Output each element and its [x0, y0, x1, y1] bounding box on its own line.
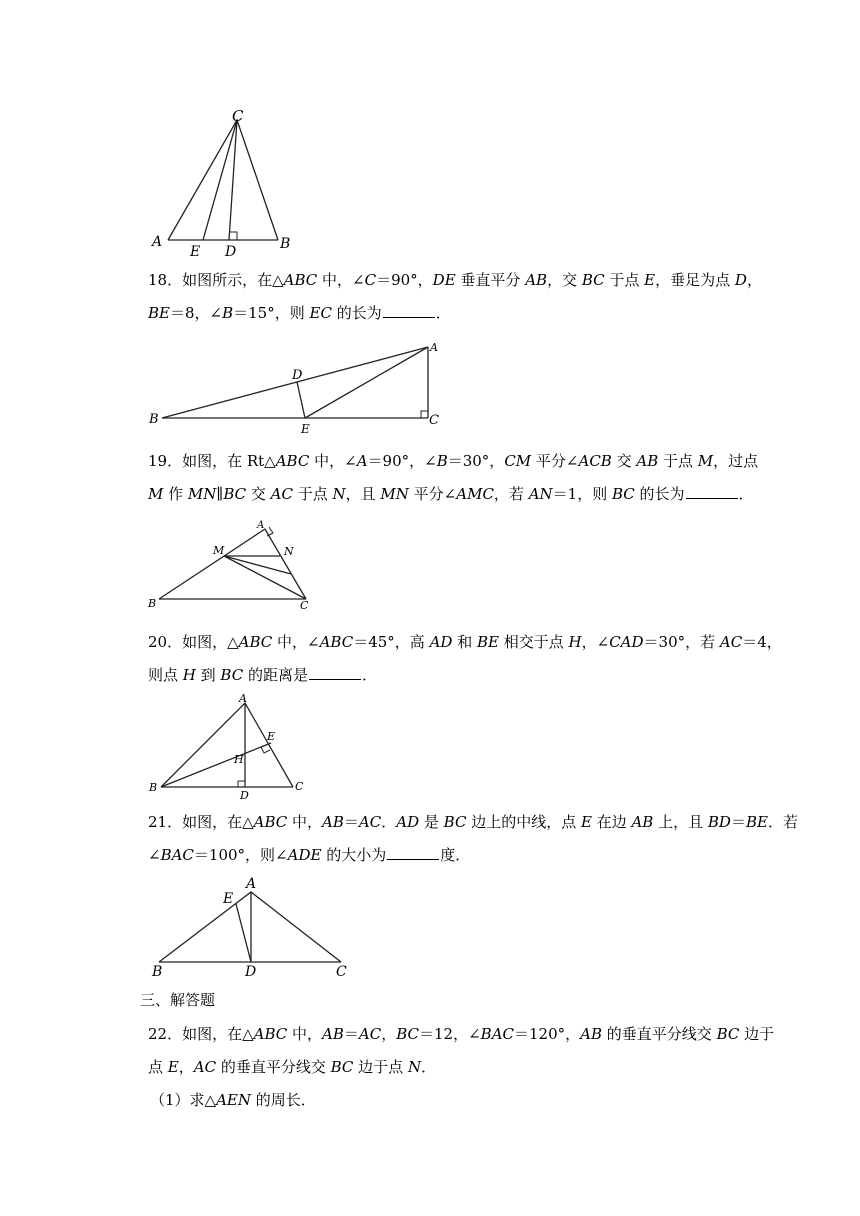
question-20-line-1: 20．如图，△ABC 中，∠ABC＝45°，高 AD 和 BE 相交于点 H，∠CAD＝30°，若 AC＝4，	[148, 633, 782, 651]
figure-20	[145, 690, 315, 800]
fig18-label-c: C	[429, 413, 439, 428]
question-20-line-2: 则点 H 到 BC 的距离是 ．	[148, 666, 377, 684]
question-22-line-2: 点 E，AC 的垂直平分线交 BC 边于点 N．	[148, 1058, 437, 1076]
fig20-label-h: H	[234, 753, 244, 766]
fig17-label-d: D	[225, 244, 237, 260]
answer-blank-19	[686, 484, 738, 499]
fig18-label-d: D	[292, 368, 303, 383]
fig17-label-c: C	[232, 107, 244, 125]
fig20-label-d: D	[240, 789, 249, 802]
fig21-label-b: B	[152, 964, 163, 980]
fig20-label-b: B	[149, 781, 158, 794]
fig19-label-m: M	[213, 544, 225, 557]
question-22-part-1: （1）求△AEN 的周长．	[150, 1091, 316, 1109]
question-21-line-2: ∠BAC＝100°，则∠ADE 的大小为 度．	[148, 846, 471, 864]
section-heading-answers: 三、解答题	[140, 991, 216, 1009]
fig18-label-e: E	[301, 422, 310, 436]
fig19-label-c: C	[300, 599, 309, 612]
fig18-label-b: B	[149, 412, 159, 427]
fig20-label-e: E	[267, 730, 276, 743]
fig17-label-b: B	[280, 236, 291, 252]
fig21-label-c: C	[336, 964, 347, 980]
answer-blank-20	[309, 665, 361, 680]
fig20-label-a: A	[239, 692, 247, 705]
question-18-line-1: 18．如图所示，在△ABC 中，∠C＝90°，DE 垂直平分 AB，交 BC 于点 E，垂足为点 D，	[148, 271, 762, 289]
figure-17	[150, 105, 300, 260]
answer-blank-21	[387, 845, 439, 860]
fig18-label-a: A	[430, 341, 438, 354]
answer-blank-18	[383, 303, 435, 318]
figure-21	[145, 870, 360, 980]
fig19-label-b: B	[148, 597, 157, 610]
figure-19	[145, 515, 320, 615]
fig19-label-a: A	[257, 520, 265, 531]
fig19-label-n: N	[284, 545, 294, 558]
question-21-line-1: 21．如图，在△ABC 中，AB＝AC．AD 是 BC 边上的中线，点 E 在边 AB 上，且 BD＝BE．若	[148, 813, 798, 831]
fig21-label-d: D	[245, 964, 257, 980]
question-19-line-2: M 作 MN∥BC 交 AC 于点 N，且 MN 平分∠AMC，若 AN＝1，则 BC 的长为 ．	[148, 485, 754, 503]
fig21-label-e: E	[223, 891, 234, 907]
question-18-line-2: BE＝8，∠B＝15°，则 EC 的长为 ．	[148, 304, 451, 322]
fig21-label-a: A	[246, 876, 257, 892]
figure-18	[145, 340, 455, 435]
question-19-line-1: 19．如图，在 Rt△ABC 中，∠A＝90°，∠B＝30°，CM 平分∠ACB 交 AB 于点 M，过点	[148, 452, 759, 470]
question-22-line-1: 22．如图，在△ABC 中，AB＝AC，BC＝12，∠BAC＝120°，AB 的垂直平分线交 BC 边于	[148, 1025, 775, 1043]
fig20-label-c: C	[295, 780, 304, 793]
fig17-label-e: E	[190, 244, 201, 260]
fig17-label-a: A	[152, 234, 163, 250]
